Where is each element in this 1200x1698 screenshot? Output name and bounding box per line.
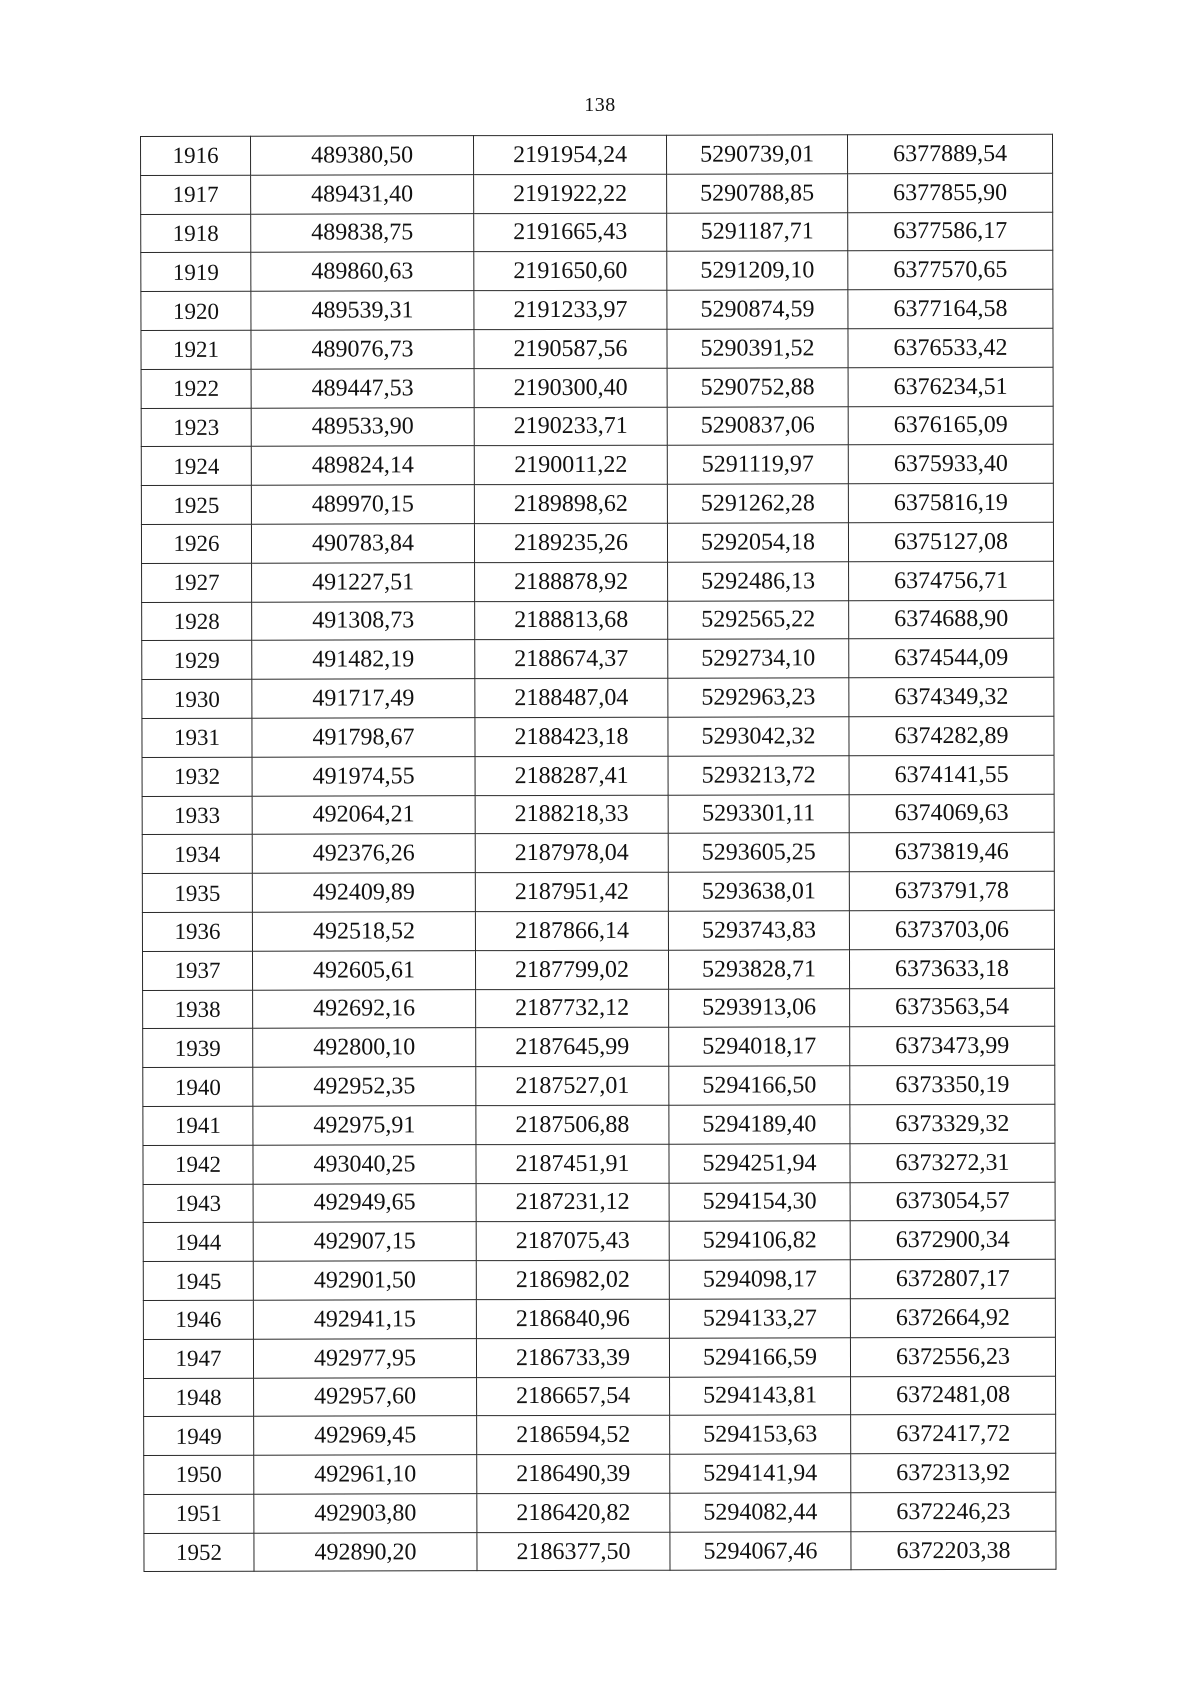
value-cell-3: 5294154,30 xyxy=(669,1182,850,1221)
value-cell-2: 2187951,42 xyxy=(475,872,668,911)
value-cell-4: 6372203,38 xyxy=(851,1531,1056,1570)
value-cell-1: 489860,63 xyxy=(251,252,474,291)
value-cell-1: 492605,61 xyxy=(252,950,475,989)
year-cell: 1949 xyxy=(144,1417,254,1456)
value-cell-1: 489431,40 xyxy=(251,174,474,213)
table-row xyxy=(142,755,1054,796)
year-cell: 1928 xyxy=(142,602,252,641)
year-cell: 1940 xyxy=(143,1067,253,1106)
table-row xyxy=(143,1065,1055,1106)
value-cell-2: 2186982,02 xyxy=(476,1260,669,1299)
value-cell-3: 5290752,88 xyxy=(667,368,848,407)
table-row xyxy=(141,406,1053,447)
value-cell-2: 2188487,04 xyxy=(475,678,668,717)
value-cell-1: 492952,35 xyxy=(253,1067,476,1106)
value-cell-4: 6372556,23 xyxy=(850,1337,1055,1376)
value-cell-4: 6374141,55 xyxy=(849,755,1054,794)
value-cell-3: 5290837,06 xyxy=(667,406,848,445)
value-cell-2: 2188674,37 xyxy=(475,640,668,679)
value-cell-1: 492890,20 xyxy=(254,1532,477,1571)
value-cell-2: 2190011,22 xyxy=(474,446,667,485)
value-cell-2: 2187527,01 xyxy=(476,1066,669,1105)
value-cell-3: 5292734,10 xyxy=(668,639,849,678)
value-cell-2: 2187506,88 xyxy=(476,1105,669,1144)
value-cell-1: 489824,14 xyxy=(251,446,474,485)
value-cell-3: 5292054,18 xyxy=(667,523,848,562)
value-cell-2: 2186657,54 xyxy=(477,1377,670,1416)
value-cell-1: 489970,15 xyxy=(251,485,474,524)
value-cell-1: 492957,60 xyxy=(254,1377,477,1416)
value-cell-4: 6373054,57 xyxy=(850,1182,1055,1221)
table-row xyxy=(141,367,1053,408)
value-cell-4: 6372807,17 xyxy=(850,1259,1055,1298)
table-row xyxy=(141,251,1053,292)
value-cell-4: 6375127,08 xyxy=(848,522,1053,561)
value-cell-3: 5292486,13 xyxy=(668,562,849,601)
year-cell: 1924 xyxy=(141,447,251,486)
table-row xyxy=(142,949,1054,990)
value-cell-2: 2191650,60 xyxy=(474,252,667,291)
value-cell-3: 5292963,23 xyxy=(668,678,849,717)
table-row xyxy=(143,988,1055,1029)
value-cell-4: 6373329,32 xyxy=(850,1104,1055,1143)
value-cell-1: 491717,49 xyxy=(252,679,475,718)
value-cell-2: 2190300,40 xyxy=(474,368,667,407)
page-number: 138 xyxy=(584,94,616,116)
value-cell-3: 5290739,01 xyxy=(666,135,847,174)
value-cell-1: 491974,55 xyxy=(252,756,475,795)
value-cell-2: 2188218,33 xyxy=(475,795,668,834)
year-cell: 1922 xyxy=(141,369,251,408)
value-cell-4: 6374544,09 xyxy=(849,639,1054,678)
value-cell-1: 491227,51 xyxy=(252,562,475,601)
year-cell: 1933 xyxy=(142,796,252,835)
value-cell-1: 492975,91 xyxy=(253,1106,476,1145)
table-row xyxy=(144,1531,1056,1572)
value-cell-3: 5293213,72 xyxy=(668,756,849,795)
table-row xyxy=(143,1027,1055,1068)
value-cell-4: 6377855,90 xyxy=(848,173,1053,212)
value-cell-1: 489539,31 xyxy=(251,291,474,330)
year-cell: 1944 xyxy=(143,1223,253,1262)
table-row xyxy=(143,1259,1055,1300)
value-cell-2: 2189898,62 xyxy=(474,484,667,523)
value-cell-4: 6373703,06 xyxy=(849,910,1054,949)
year-cell: 1936 xyxy=(142,912,252,951)
value-cell-2: 2188423,18 xyxy=(475,717,668,756)
value-cell-2: 2186733,39 xyxy=(476,1338,669,1377)
table-row xyxy=(141,445,1053,486)
table-row xyxy=(141,522,1053,563)
value-cell-1: 491798,67 xyxy=(252,718,475,757)
year-cell: 1932 xyxy=(142,757,252,796)
table-row xyxy=(143,1143,1055,1184)
value-cell-3: 5293605,25 xyxy=(668,833,849,872)
value-cell-4: 6374349,32 xyxy=(849,677,1054,716)
value-cell-3: 5294141,94 xyxy=(670,1454,851,1493)
value-cell-1: 492800,10 xyxy=(253,1028,476,1067)
table-row xyxy=(143,1182,1055,1223)
value-cell-4: 6373633,18 xyxy=(849,949,1054,988)
value-cell-3: 5294082,44 xyxy=(670,1493,851,1532)
value-cell-3: 5292565,22 xyxy=(668,600,849,639)
table-row xyxy=(142,833,1054,874)
table-row xyxy=(142,639,1054,680)
value-cell-2: 2186594,52 xyxy=(477,1416,670,1455)
year-cell: 1941 xyxy=(143,1106,253,1145)
year-cell: 1930 xyxy=(142,679,252,718)
value-cell-4: 6373791,78 xyxy=(849,871,1054,910)
table-row xyxy=(142,871,1054,912)
year-cell: 1919 xyxy=(141,253,251,292)
value-cell-4: 6377570,65 xyxy=(848,251,1053,290)
value-cell-2: 2186377,50 xyxy=(477,1532,670,1571)
year-cell: 1935 xyxy=(142,873,252,912)
value-cell-2: 2187799,02 xyxy=(475,950,668,989)
value-cell-4: 6373819,46 xyxy=(849,833,1054,872)
value-cell-1: 492518,52 xyxy=(252,912,475,951)
value-cell-3: 5293301,11 xyxy=(668,794,849,833)
value-cell-3: 5294067,46 xyxy=(670,1531,851,1570)
value-cell-1: 492692,16 xyxy=(253,989,476,1028)
year-cell: 1939 xyxy=(143,1029,253,1068)
value-cell-2: 2187451,91 xyxy=(476,1144,669,1183)
value-cell-4: 6373563,54 xyxy=(850,988,1055,1027)
value-cell-4: 6377586,17 xyxy=(848,212,1053,251)
year-cell: 1934 xyxy=(142,835,252,874)
value-cell-1: 492961,10 xyxy=(254,1455,477,1494)
year-cell: 1920 xyxy=(141,291,251,330)
year-cell: 1943 xyxy=(143,1184,253,1223)
data-table xyxy=(140,134,1057,1573)
value-cell-2: 2186420,82 xyxy=(477,1493,670,1532)
value-cell-2: 2187978,04 xyxy=(475,834,668,873)
value-cell-2: 2186840,96 xyxy=(476,1299,669,1338)
value-cell-3: 5294133,27 xyxy=(669,1299,850,1338)
table-row xyxy=(141,289,1053,330)
table-row xyxy=(141,328,1053,369)
value-cell-4: 6377164,58 xyxy=(848,289,1053,328)
value-cell-1: 492409,89 xyxy=(252,873,475,912)
table-row xyxy=(144,1492,1056,1533)
value-cell-3: 5294098,17 xyxy=(669,1260,850,1299)
value-cell-4: 6376234,51 xyxy=(848,367,1053,406)
value-cell-3: 5293743,83 xyxy=(668,911,849,950)
value-cell-3: 5294166,50 xyxy=(669,1066,850,1105)
value-cell-2: 2187075,43 xyxy=(476,1222,669,1261)
value-cell-3: 5293042,32 xyxy=(668,717,849,756)
year-cell: 1916 xyxy=(141,136,251,175)
value-cell-2: 2190587,56 xyxy=(474,329,667,368)
value-cell-3: 5291187,71 xyxy=(667,212,848,251)
value-cell-2: 2191954,24 xyxy=(474,135,667,174)
value-cell-1: 489076,73 xyxy=(251,330,474,369)
value-cell-3: 5294166,59 xyxy=(669,1337,850,1376)
value-cell-1: 489380,50 xyxy=(251,136,474,175)
table-row xyxy=(143,1337,1055,1378)
year-cell: 1938 xyxy=(143,990,253,1029)
value-cell-4: 6373350,19 xyxy=(850,1065,1055,1104)
value-cell-4: 6373473,99 xyxy=(850,1027,1055,1066)
value-cell-4: 6377889,54 xyxy=(847,134,1052,173)
year-cell: 1937 xyxy=(142,951,252,990)
table-row xyxy=(144,1415,1056,1456)
table-row xyxy=(142,600,1054,641)
value-cell-2: 2191922,22 xyxy=(474,174,667,213)
value-cell-1: 489838,75 xyxy=(251,213,474,252)
value-cell-3: 5294189,40 xyxy=(669,1105,850,1144)
value-cell-4: 6374282,89 xyxy=(849,716,1054,755)
value-cell-3: 5290874,59 xyxy=(667,290,848,329)
value-cell-3: 5291119,97 xyxy=(667,445,848,484)
value-cell-2: 2187732,12 xyxy=(476,989,669,1028)
value-cell-2: 2187231,12 xyxy=(476,1183,669,1222)
value-cell-3: 5291209,10 xyxy=(667,251,848,290)
value-cell-1: 493040,25 xyxy=(253,1144,476,1183)
value-cell-4: 6372417,72 xyxy=(851,1415,1056,1454)
value-cell-1: 492969,45 xyxy=(254,1416,477,1455)
value-cell-3: 5293828,71 xyxy=(668,950,849,989)
value-cell-2: 2188813,68 xyxy=(475,601,668,640)
value-cell-4: 6374688,90 xyxy=(849,600,1054,639)
value-cell-4: 6376165,09 xyxy=(848,406,1053,445)
value-cell-4: 6372246,23 xyxy=(851,1492,1056,1531)
value-cell-1: 492977,95 xyxy=(253,1338,476,1377)
value-cell-1: 489447,53 xyxy=(251,368,474,407)
table-row xyxy=(142,794,1054,835)
year-cell: 1929 xyxy=(142,641,252,680)
table-row xyxy=(142,716,1054,757)
table-row xyxy=(141,134,1053,175)
value-cell-1: 492064,21 xyxy=(252,795,475,834)
year-cell: 1948 xyxy=(144,1378,254,1417)
value-cell-4: 6372664,92 xyxy=(850,1298,1055,1337)
value-cell-3: 5294106,82 xyxy=(669,1221,850,1260)
value-cell-1: 489533,90 xyxy=(251,407,474,446)
value-cell-2: 2186490,39 xyxy=(477,1454,670,1493)
value-cell-1: 490783,84 xyxy=(251,524,474,563)
value-cell-1: 492376,26 xyxy=(252,834,475,873)
value-cell-3: 5294143,81 xyxy=(670,1376,851,1415)
value-cell-1: 491308,73 xyxy=(252,601,475,640)
table-row xyxy=(141,212,1053,253)
table-row xyxy=(144,1453,1056,1494)
value-cell-2: 2189235,26 xyxy=(474,523,667,562)
value-cell-3: 5293913,06 xyxy=(669,988,850,1027)
year-cell: 1925 xyxy=(141,485,251,524)
table-row xyxy=(143,1221,1055,1262)
value-cell-1: 492901,50 xyxy=(253,1261,476,1300)
value-cell-2: 2191665,43 xyxy=(474,213,667,252)
year-cell: 1952 xyxy=(144,1533,254,1572)
value-cell-3: 5294251,94 xyxy=(669,1143,850,1182)
year-cell: 1921 xyxy=(141,330,251,369)
year-cell: 1950 xyxy=(144,1455,254,1494)
value-cell-4: 6374069,63 xyxy=(849,794,1054,833)
value-cell-2: 2191233,97 xyxy=(474,290,667,329)
value-cell-4: 6372313,92 xyxy=(851,1453,1056,1492)
value-cell-1: 492941,15 xyxy=(253,1300,476,1339)
year-cell: 1947 xyxy=(143,1339,253,1378)
year-cell: 1917 xyxy=(141,175,251,214)
year-cell: 1942 xyxy=(143,1145,253,1184)
year-cell: 1946 xyxy=(143,1300,253,1339)
value-cell-3: 5294153,63 xyxy=(670,1415,851,1454)
value-cell-2: 2187645,99 xyxy=(476,1028,669,1067)
year-cell: 1926 xyxy=(141,524,251,563)
year-cell: 1923 xyxy=(141,408,251,447)
value-cell-3: 5290391,52 xyxy=(667,329,848,368)
value-cell-3: 5294018,17 xyxy=(669,1027,850,1066)
year-cell: 1931 xyxy=(142,718,252,757)
table-body xyxy=(141,134,1057,1572)
table-row xyxy=(144,1376,1056,1417)
value-cell-1: 492907,15 xyxy=(253,1222,476,1261)
value-cell-2: 2188878,92 xyxy=(475,562,668,601)
value-cell-3: 5290788,85 xyxy=(667,174,848,213)
table-row xyxy=(143,1104,1055,1145)
year-cell: 1918 xyxy=(141,214,251,253)
table-row xyxy=(141,173,1053,214)
value-cell-4: 6375933,40 xyxy=(848,445,1053,484)
value-cell-4: 6374756,71 xyxy=(849,561,1054,600)
table-row xyxy=(143,1298,1055,1339)
value-cell-2: 2188287,41 xyxy=(475,756,668,795)
value-cell-3: 5293638,01 xyxy=(668,872,849,911)
value-cell-1: 492903,80 xyxy=(254,1494,477,1533)
year-cell: 1927 xyxy=(142,563,252,602)
value-cell-2: 2187866,14 xyxy=(475,911,668,950)
value-cell-3: 5291262,28 xyxy=(667,484,848,523)
value-cell-1: 491482,19 xyxy=(252,640,475,679)
table-row xyxy=(142,561,1054,602)
value-cell-4: 6372900,34 xyxy=(850,1221,1055,1260)
value-cell-4: 6372481,08 xyxy=(851,1376,1056,1415)
table-row xyxy=(141,483,1053,524)
value-cell-4: 6375816,19 xyxy=(848,483,1053,522)
value-cell-4: 6376533,42 xyxy=(848,328,1053,367)
year-cell: 1945 xyxy=(143,1261,253,1300)
value-cell-4: 6373272,31 xyxy=(850,1143,1055,1182)
value-cell-2: 2190233,71 xyxy=(474,407,667,446)
year-cell: 1951 xyxy=(144,1494,254,1533)
table-row xyxy=(142,677,1054,718)
value-cell-1: 492949,65 xyxy=(253,1183,476,1222)
table-row xyxy=(142,910,1054,951)
